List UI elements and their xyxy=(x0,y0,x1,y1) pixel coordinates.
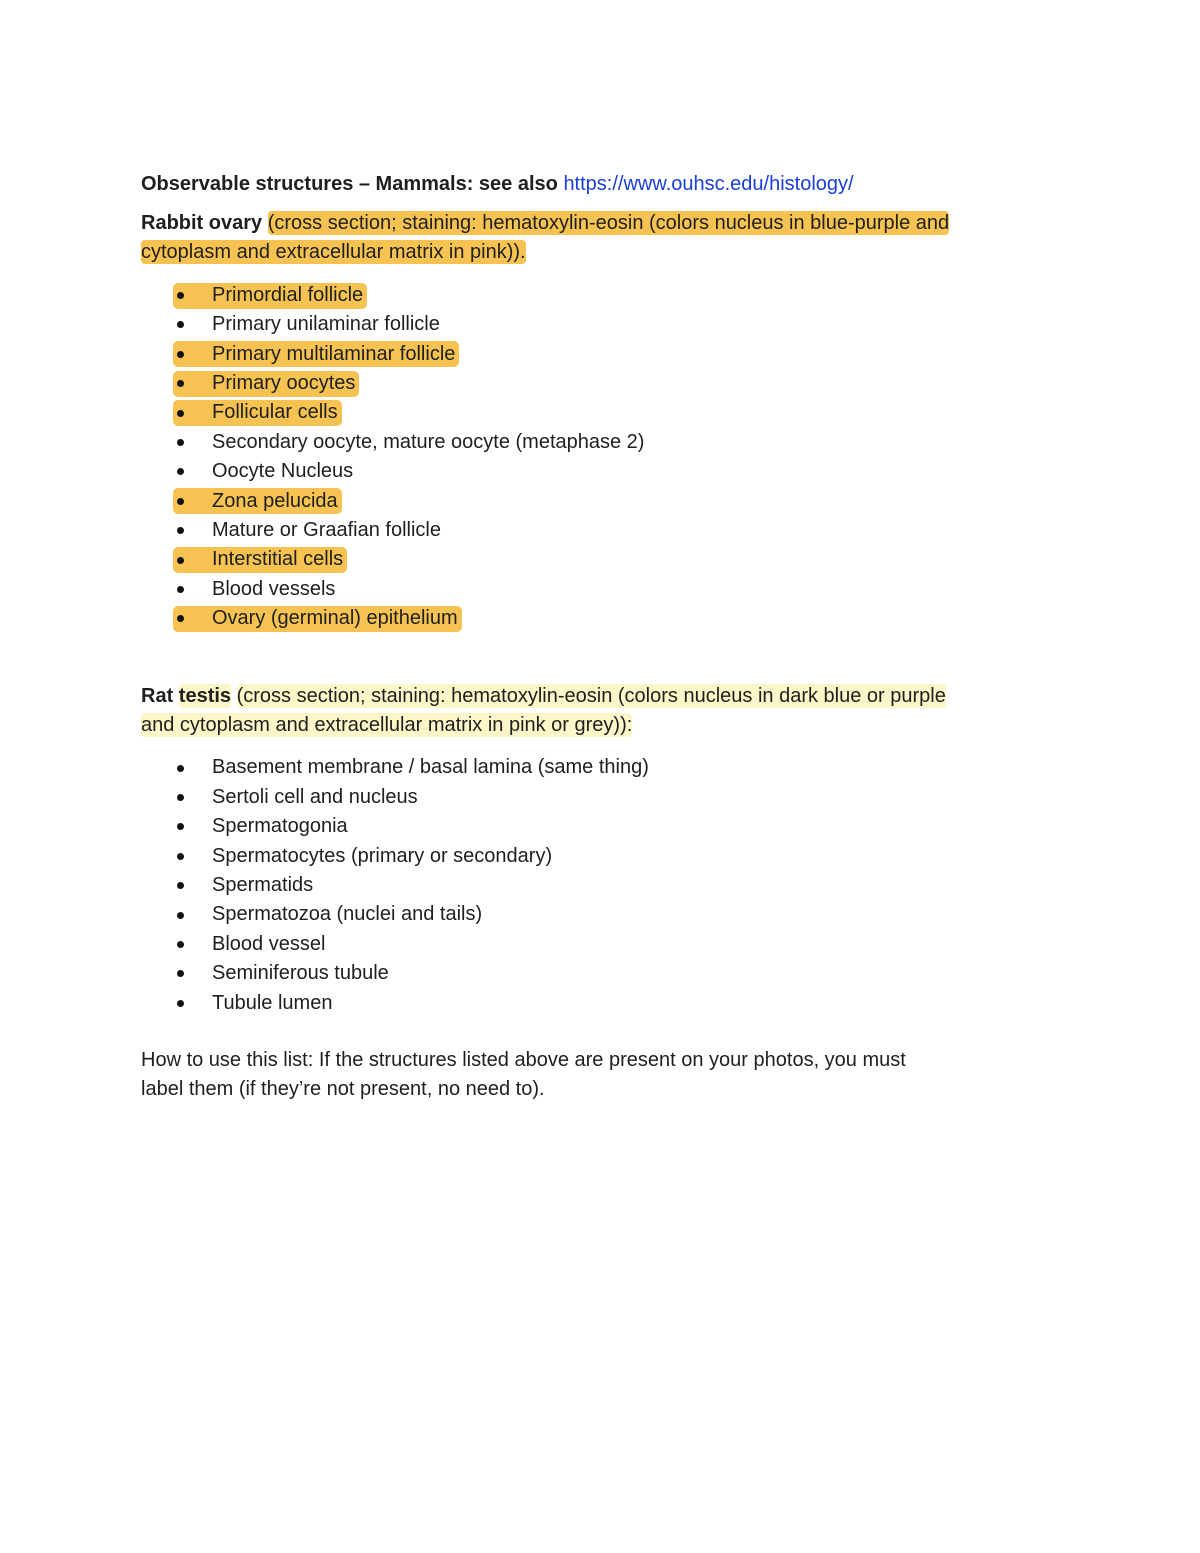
list-item xyxy=(141,397,1071,426)
bullet-icon xyxy=(177,794,184,801)
list-row xyxy=(173,902,486,928)
highlighted-row xyxy=(173,341,459,367)
list-item-label: Blood vessel xyxy=(212,932,326,955)
bullet-icon xyxy=(177,941,184,948)
list-item xyxy=(141,279,1071,308)
list-row xyxy=(173,785,422,811)
highlighted-row xyxy=(173,283,367,309)
list-row xyxy=(173,843,556,869)
list-item-label: Secondary oocyte, mature oocyte (metaphase 2) xyxy=(212,430,645,453)
usage-instructions xyxy=(141,1046,1071,1104)
list-item-label: Zona pelucida xyxy=(212,489,338,512)
list-item xyxy=(141,367,1071,396)
bullet-icon xyxy=(177,1000,184,1007)
bullet-icon xyxy=(177,882,184,889)
bullet-icon xyxy=(177,439,184,446)
list-item-label: Oocyte Nucleus xyxy=(212,460,354,483)
document-content xyxy=(141,170,1071,1104)
ovary-heading xyxy=(141,209,1071,267)
bullet-icon xyxy=(177,321,184,328)
list-row xyxy=(173,459,357,485)
list-item-label: Mature or Graafian follicle xyxy=(212,518,441,541)
bullet-icon xyxy=(177,380,184,387)
list-item-label: Spermatocytes (primary or secondary) xyxy=(212,844,553,867)
list-row xyxy=(173,576,339,602)
ovary-structure-list xyxy=(141,279,1071,632)
usage-line2: label them (if they’re not present, no need to). xyxy=(141,1078,545,1101)
list-item-label: Follicular cells xyxy=(212,401,338,424)
list-item xyxy=(141,602,1071,631)
title-text: Observable structures – Mammals: see also xyxy=(141,173,558,195)
bullet-icon xyxy=(177,351,184,358)
list-item-label: Tubule lumen xyxy=(212,991,333,1014)
list-item-label: Primary multilaminar follicle xyxy=(212,342,456,365)
ovary-description-line1: (cross section; staining: hematoxylin-eosin (colors nucleus in blue-purple and xyxy=(267,212,950,234)
list-item-label: Sertoli cell and nucleus xyxy=(212,785,418,808)
list-item xyxy=(141,987,1071,1016)
list-item xyxy=(141,869,1071,898)
bullet-icon xyxy=(177,765,184,772)
list-row xyxy=(173,518,445,544)
list-item xyxy=(141,514,1071,543)
list-item xyxy=(141,338,1071,367)
list-item-label: Primary unilaminar follicle xyxy=(212,313,440,336)
list-item xyxy=(141,781,1071,810)
testis-heading xyxy=(141,682,1071,740)
list-item-label: Blood vessels xyxy=(212,577,336,600)
list-row xyxy=(173,961,393,987)
list-item-label: Spermatogonia xyxy=(212,815,348,838)
ovary-name: Rabbit ovary xyxy=(141,212,263,234)
list-item xyxy=(141,840,1071,869)
list-item xyxy=(141,544,1071,573)
list-item xyxy=(141,957,1071,986)
highlighted-row xyxy=(173,547,347,573)
list-item-label: Spermatids xyxy=(212,874,314,897)
list-item xyxy=(141,752,1071,781)
testis-name-rat: Rat xyxy=(141,684,174,707)
list-item-label: Basement membrane / basal lamina (same thing) xyxy=(212,756,649,779)
list-item xyxy=(141,308,1071,337)
histology-link[interactable]: https://www.ouhsc.edu/histology/ xyxy=(563,173,854,195)
list-row xyxy=(173,429,648,455)
bullet-icon xyxy=(177,912,184,919)
highlighted-row xyxy=(173,488,342,514)
list-item xyxy=(141,573,1071,602)
list-item-label: Interstitial cells xyxy=(212,548,344,571)
highlighted-row xyxy=(173,400,342,426)
testis-description-line1: (cross section; staining: hematoxylin-eosin (colors nucleus in dark blue or purple xyxy=(236,684,946,707)
bullet-icon xyxy=(177,823,184,830)
list-item xyxy=(141,928,1071,957)
bullet-icon xyxy=(177,527,184,534)
bullet-icon xyxy=(177,498,184,505)
list-item-label: Spermatozoa (nuclei and tails) xyxy=(212,903,483,926)
list-row xyxy=(173,312,444,338)
list-item-label: Ovary (germinal) epithelium xyxy=(212,607,458,630)
usage-line1: How to use this list: If the structures listed above are present on your photos, you must xyxy=(141,1049,906,1072)
bullet-icon xyxy=(177,468,184,475)
list-item xyxy=(141,426,1071,455)
list-item-label: Primary oocytes xyxy=(212,371,356,394)
page-title xyxy=(141,170,1071,199)
list-row xyxy=(173,873,317,899)
list-item xyxy=(141,810,1071,839)
list-item-label: Seminiferous tubule xyxy=(212,962,389,985)
testis-structure-list xyxy=(141,752,1071,1017)
list-item xyxy=(141,485,1071,514)
ovary-description-line2: cytoplasm and extracellular matrix in pink)). xyxy=(141,241,526,263)
list-row xyxy=(173,755,653,781)
testis-name-testis: testis xyxy=(178,684,232,707)
bullet-icon xyxy=(177,970,184,977)
bullet-icon xyxy=(177,292,184,299)
list-item-label: Primordial follicle xyxy=(212,283,364,306)
list-row xyxy=(173,932,329,958)
list-item xyxy=(141,455,1071,484)
testis-description-line2: and cytoplasm and extracellular matrix in pink or grey)): xyxy=(141,713,633,736)
list-row xyxy=(173,990,336,1016)
bullet-icon xyxy=(177,557,184,564)
list-row xyxy=(173,814,352,840)
bullet-icon xyxy=(177,586,184,593)
highlighted-row xyxy=(173,371,359,397)
highlighted-row xyxy=(173,606,462,632)
list-item xyxy=(141,899,1071,928)
bullet-icon xyxy=(177,615,184,622)
bullet-icon xyxy=(177,853,184,860)
bullet-icon xyxy=(177,410,184,417)
